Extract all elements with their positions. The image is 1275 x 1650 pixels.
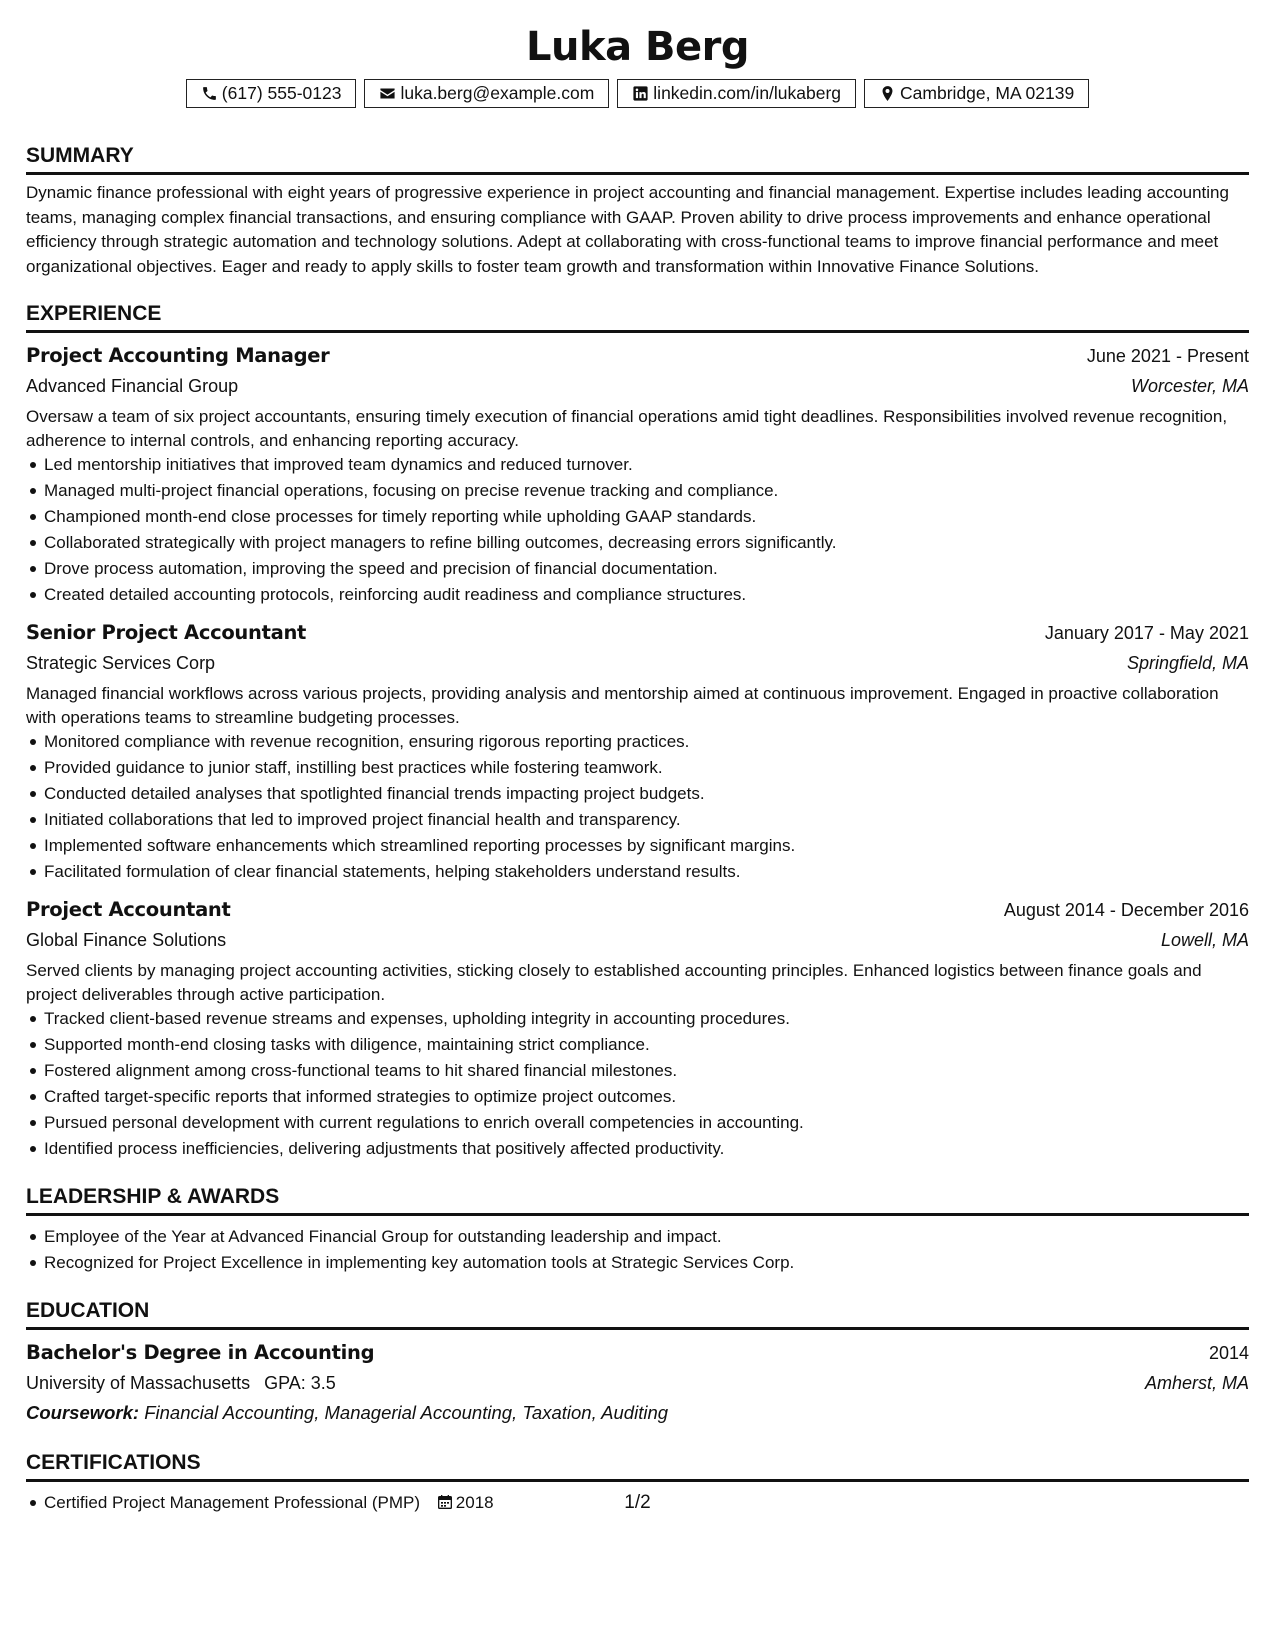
list-item: Identified process inefficiencies, delivering adjustments that positively affected productivity. [44, 1136, 1249, 1162]
page-number: 1/2 [624, 1492, 651, 1513]
list-item: Pursued personal development with current regulations to enrich overall competencies in accounting. [44, 1110, 1249, 1136]
certification-name: Certified Project Management Professional (PMP) [44, 1493, 421, 1512]
degree-year: 2014 [1208, 1343, 1249, 1363]
job-entry [26, 341, 1249, 608]
section-title-experience: EXPERIENCE [26, 301, 1249, 333]
gpa: GPA: 3.5 [264, 1373, 336, 1393]
job-title: Project Accountant [26, 898, 231, 921]
list-item: Led mentorship initiatives that improved team dynamics and reduced turnover. [44, 452, 1249, 478]
list-item: Managed multi-project financial operations, focusing on precise revenue tracking and compliance. [44, 478, 1249, 504]
list-item: Employee of the Year at Advanced Financial Group for outstanding leadership and impact. [44, 1224, 1249, 1250]
job-company: Strategic Services Corp [26, 653, 216, 673]
job-entry [26, 618, 1249, 885]
envelope-icon [379, 85, 396, 102]
degree-title: Bachelor's Degree in Accounting [26, 1341, 375, 1364]
job-bullets [26, 452, 1249, 608]
list-item: Conducted detailed analyses that spotlighted financial trends impacting project budgets. [44, 781, 1249, 807]
list-item: Crafted target-specific reports that informed strategies to optimize project outcomes. [44, 1084, 1249, 1110]
section-title-leadership: LEADERSHIP & AWARDS [26, 1184, 1249, 1216]
contact-email[interactable] [364, 79, 609, 108]
job-location: Worcester, MA [1130, 376, 1249, 396]
linkedin-icon [632, 85, 649, 102]
leadership-section [26, 1184, 1249, 1276]
phone-icon [201, 85, 218, 102]
job-entry [26, 895, 1249, 1162]
contact-linkedin-text: linkedin.com/in/lukaberg [653, 83, 842, 103]
job-description: Oversaw a team of six project accountants, ensuring timely execution of financial operations amid tight deadlines. Responsibilities involved revenue recognition, adherence to internal controls, and enhancing reporting accuracy. [26, 407, 1228, 450]
list-item: Monitored compliance with revenue recognition, ensuring rigorous reporting practices. [44, 729, 1249, 755]
list-item: Championed month-end close processes for timely reporting while upholding GAAP standards. [44, 504, 1249, 530]
job-location: Lowell, MA [1160, 930, 1249, 950]
map-pin-icon [879, 85, 896, 102]
job-dates: June 2021 - Present [1086, 346, 1249, 366]
education-section [26, 1298, 1249, 1428]
leadership-list [26, 1224, 1249, 1276]
section-title-certifications: CERTIFICATIONS [26, 1450, 1249, 1482]
contact-linkedin[interactable] [617, 79, 856, 108]
job-dates: August 2014 - December 2016 [1003, 900, 1249, 920]
school-name: University of Massachusetts [26, 1373, 251, 1393]
contact-location-text: Cambridge, MA 02139 [900, 83, 1075, 103]
list-item: Collaborated strategically with project managers to refine billing outcomes, decreasing errors significantly. [44, 530, 1249, 556]
job-bullets [26, 729, 1249, 885]
school-location: Amherst, MA [1144, 1373, 1249, 1393]
list-item: Recognized for Project Excellence in implementing key automation tools at Strategic Services Corp. [44, 1250, 1249, 1276]
job-title: Senior Project Accountant [26, 621, 307, 644]
contact-email-text: luka.berg@example.com [400, 83, 595, 103]
contact-phone-text: (617) 555-0123 [221, 83, 342, 103]
contact-bar [26, 79, 1249, 108]
job-dates: January 2017 - May 2021 [1044, 623, 1249, 643]
contact-phone[interactable] [186, 79, 357, 108]
list-item: Tracked client-based revenue streams and expenses, upholding integrity in accounting procedures. [44, 1006, 1249, 1032]
list-item: Provided guidance to junior staff, instilling best practices while fostering teamwork. [44, 755, 1249, 781]
job-bullets [26, 1006, 1249, 1162]
job-location: Springfield, MA [1126, 653, 1249, 673]
job-description: Served clients by managing project accounting activities, sticking closely to established accounting principles. Enhanced logistics between finance goals and project deliverables through active participation. [26, 961, 1202, 1004]
list-item: Facilitated formulation of clear financial statements, helping stakeholders understand results. [44, 859, 1249, 885]
list-item: Supported month-end closing tasks with diligence, maintaining strict compliance. [44, 1032, 1249, 1058]
education-entry [26, 1338, 1249, 1428]
coursework-label: Coursework: [26, 1402, 140, 1423]
section-title-summary: SUMMARY [26, 143, 1249, 175]
job-company: Advanced Financial Group [26, 376, 239, 396]
coursework-text: Financial Accounting, Managerial Accounting, Taxation, Auditing [144, 1402, 669, 1423]
list-item: Implemented software enhancements which streamlined reporting processes by significant margins. [44, 833, 1249, 859]
list-item: Created detailed accounting protocols, reinforcing audit readiness and compliance structures. [44, 582, 1249, 608]
contact-location[interactable] [864, 79, 1089, 108]
section-title-education: EDUCATION [26, 1298, 1249, 1330]
job-company: Global Finance Solutions [26, 930, 227, 950]
experience-section [26, 301, 1249, 1162]
list-item: Initiated collaborations that led to improved project financial health and transparency. [44, 807, 1249, 833]
job-description: Managed financial workflows across various projects, providing analysis and mentorship aimed at continuous improvement. Engaged in proactive collaboration with operations teams to streamline budgeting processes. [26, 684, 1219, 727]
job-title: Project Accounting Manager [26, 344, 330, 367]
list-item: Fostered alignment among cross-functional teams to hit shared financial milestones. [44, 1058, 1249, 1084]
summary-text: Dynamic finance professional with eight years of progressive experience in project accounting and financial management. Expertise includes leading accounting teams, managing complex financial transactions, and ensuring compliance with GAAP. Proven ability to drive process improvements and enhance operational efficiency through strategic automation and technology solutions. Adept at collaborating with cross-functional teams to improve financial performance and meet organizational objectives. Eager and ready to apply skills to foster team growth and transformation within Innovative Finance Solutions. [26, 183, 1229, 276]
school-line [26, 1368, 336, 1398]
coursework-line [26, 1398, 1249, 1428]
candidate-name: Luka Berg [526, 24, 749, 70]
list-item: Drove process automation, improving the speed and precision of financial documentation. [44, 556, 1249, 582]
summary-section [26, 143, 1249, 279]
certification-year: 2018 [455, 1493, 494, 1512]
